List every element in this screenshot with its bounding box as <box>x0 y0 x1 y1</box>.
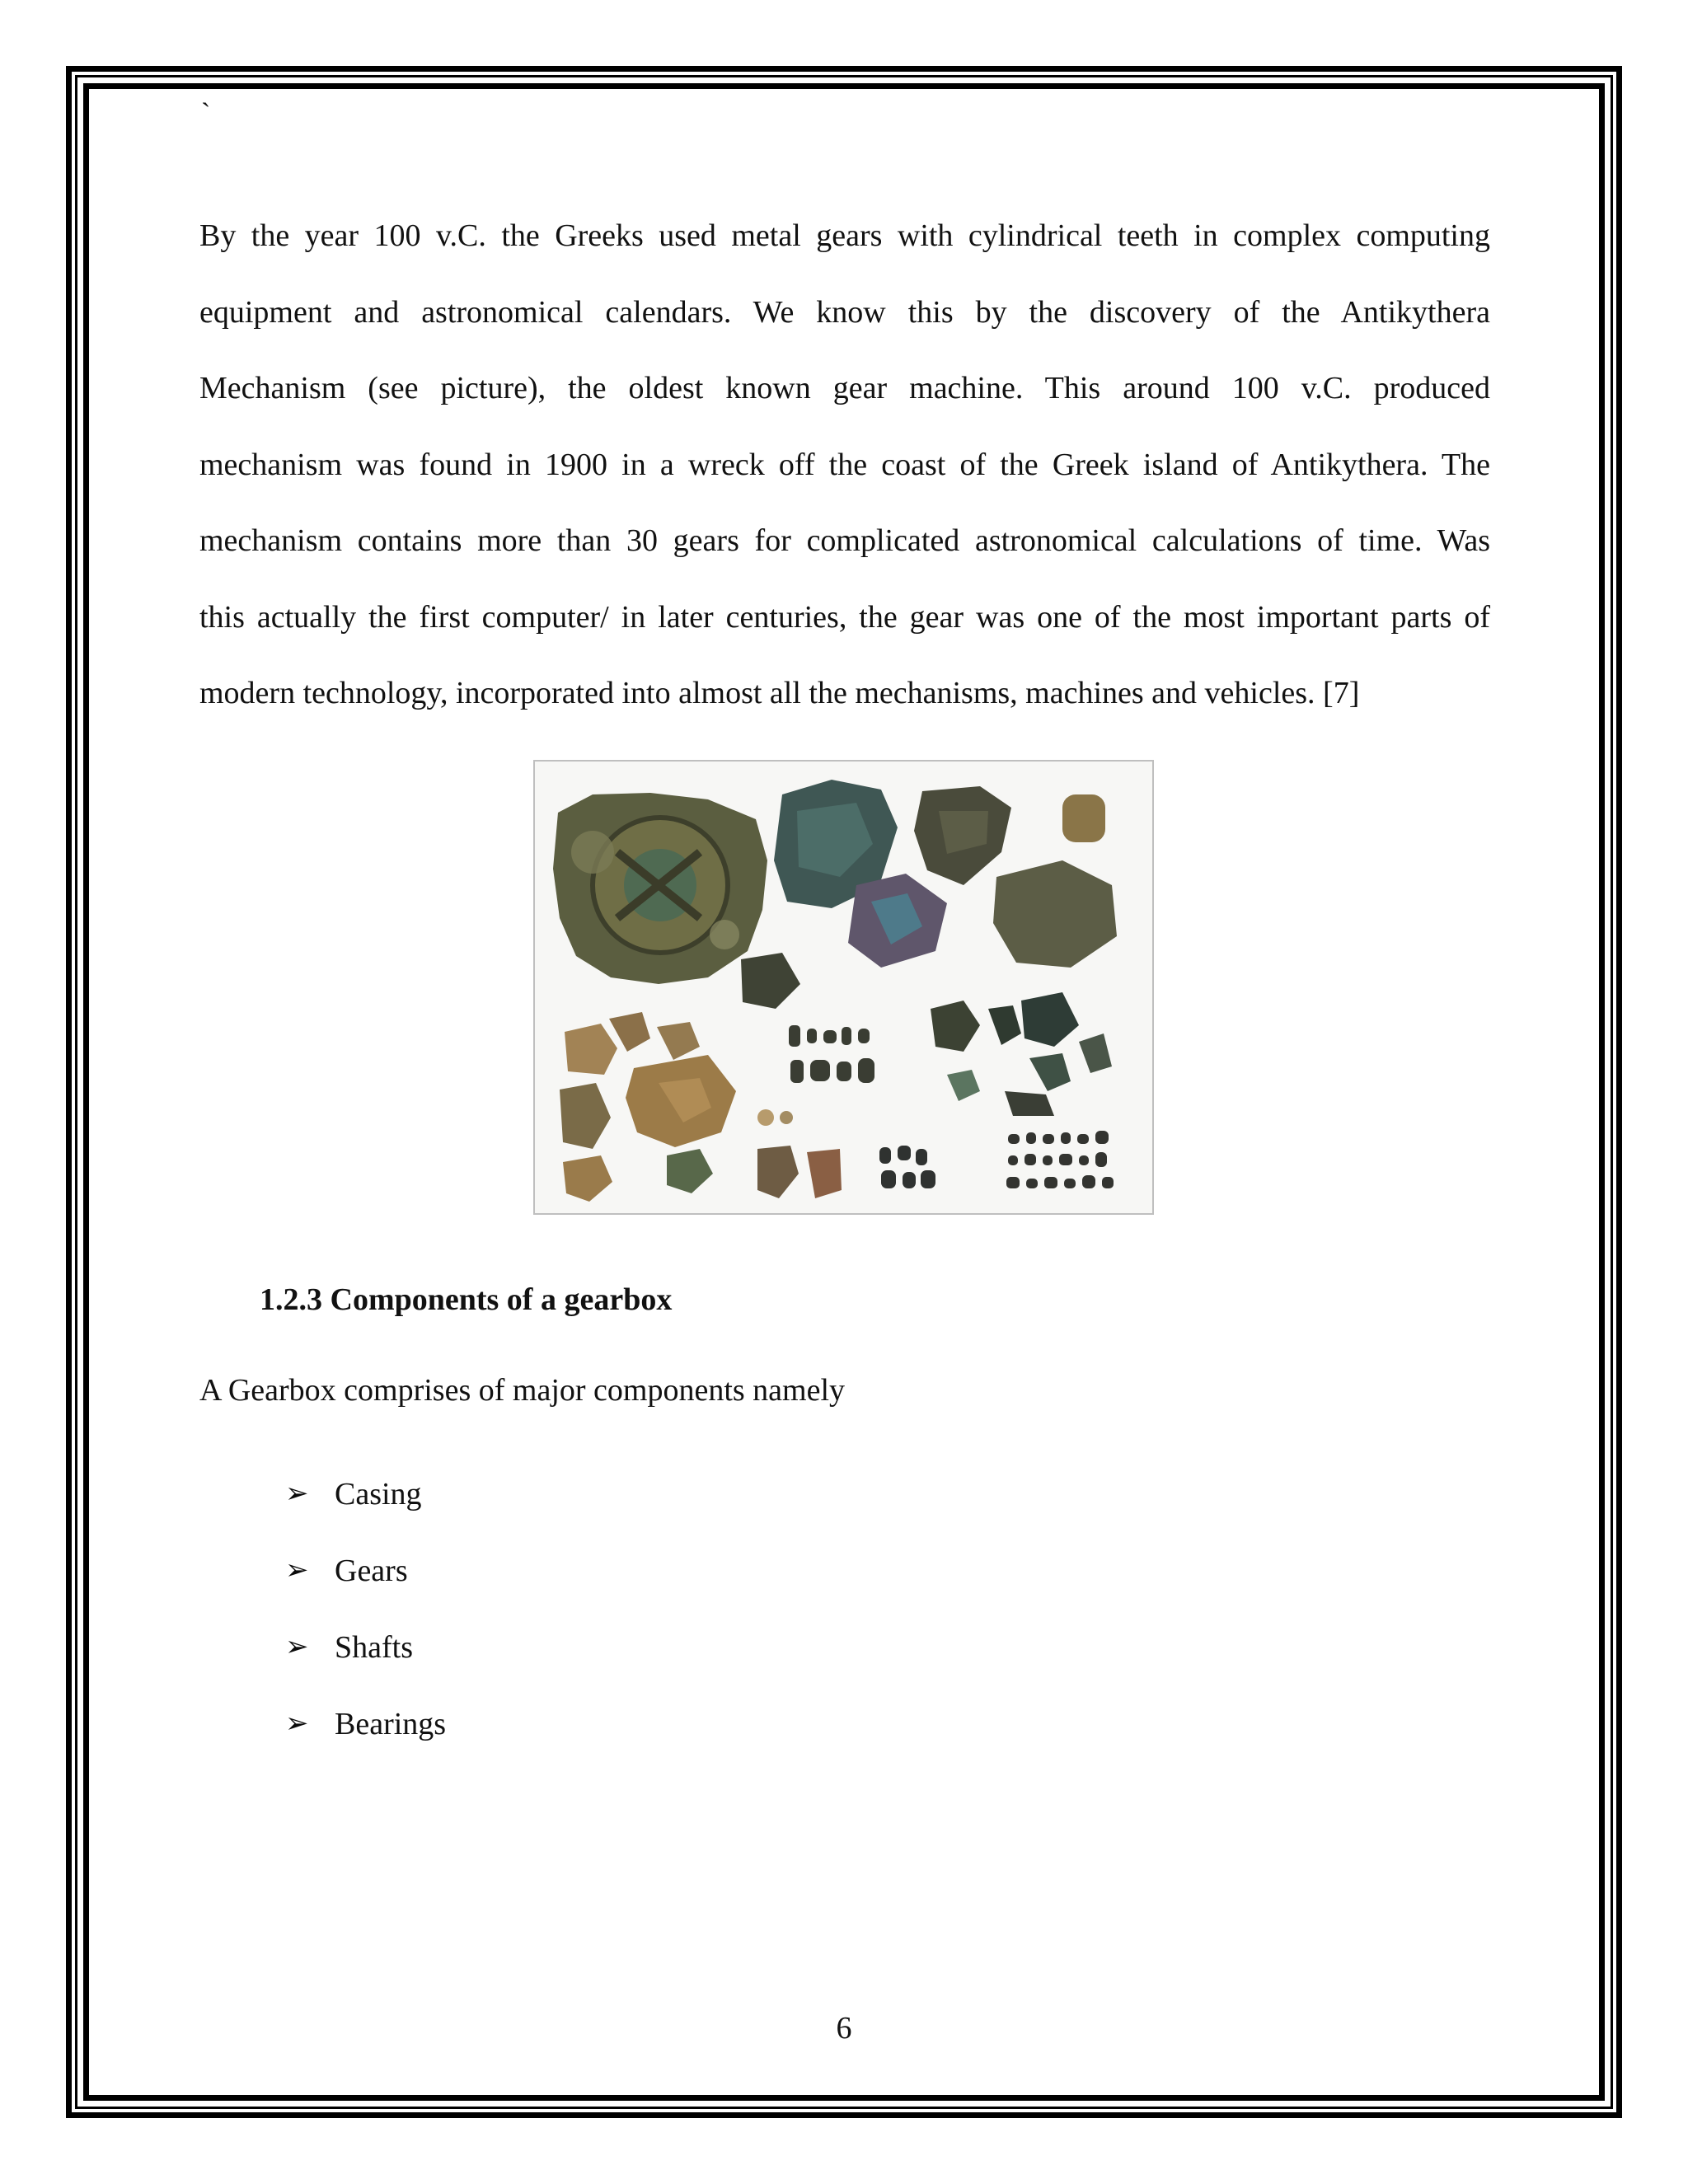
list-item-label: Bearings <box>335 1707 447 1741</box>
antikythera-mechanism-photo <box>533 760 1154 1215</box>
paragraph-line: mechanism contains more than 30 gears for complicated astronomical calculations of time. Was <box>199 523 1490 558</box>
arrow-bullet-icon: ➢ <box>285 1555 309 1586</box>
list-item-label: Gears <box>335 1554 408 1588</box>
section-heading: 1.2.3 Components of a gearbox <box>260 1282 673 1317</box>
paragraph-line: modern technology, incorporated into almost all the mechanisms, machines and vehicles. [7] <box>199 676 1360 710</box>
paragraph-line: Mechanism (see picture), the oldest known gear machine. This around 100 v.C. produced <box>199 371 1490 405</box>
paragraph-line: equipment and astronomical calendars. We know this by the discovery of the Antikythera <box>199 294 1490 330</box>
paragraph-line: this actually the first computer/ in later centuries, the gear was one of the most important parts of <box>199 599 1490 635</box>
list-item-label: Casing <box>335 1477 422 1511</box>
list-item <box>285 1550 446 1627</box>
list-item <box>285 1704 446 1780</box>
list-item <box>285 1627 446 1704</box>
stray-mark: ` <box>201 98 211 129</box>
page-number: 6 <box>836 2011 852 2046</box>
body-paragraph <box>199 198 1490 732</box>
arrow-bullet-icon: ➢ <box>285 1479 309 1509</box>
paragraph-line: By the year 100 v.C. the Greeks used metal gears with cylindrical teeth in complex computing <box>199 218 1490 253</box>
intro-sentence: A Gearbox comprises of major components namely <box>199 1373 846 1408</box>
arrow-bullet-icon: ➢ <box>285 1632 309 1662</box>
components-list <box>285 1474 446 1780</box>
list-item-label: Shafts <box>335 1630 413 1665</box>
paragraph-line: mechanism was found in 1900 in a wreck off the coast of the Greek island of Antikythera. The <box>199 447 1490 482</box>
arrow-bullet-icon: ➢ <box>285 1708 309 1739</box>
list-item <box>285 1474 446 1550</box>
